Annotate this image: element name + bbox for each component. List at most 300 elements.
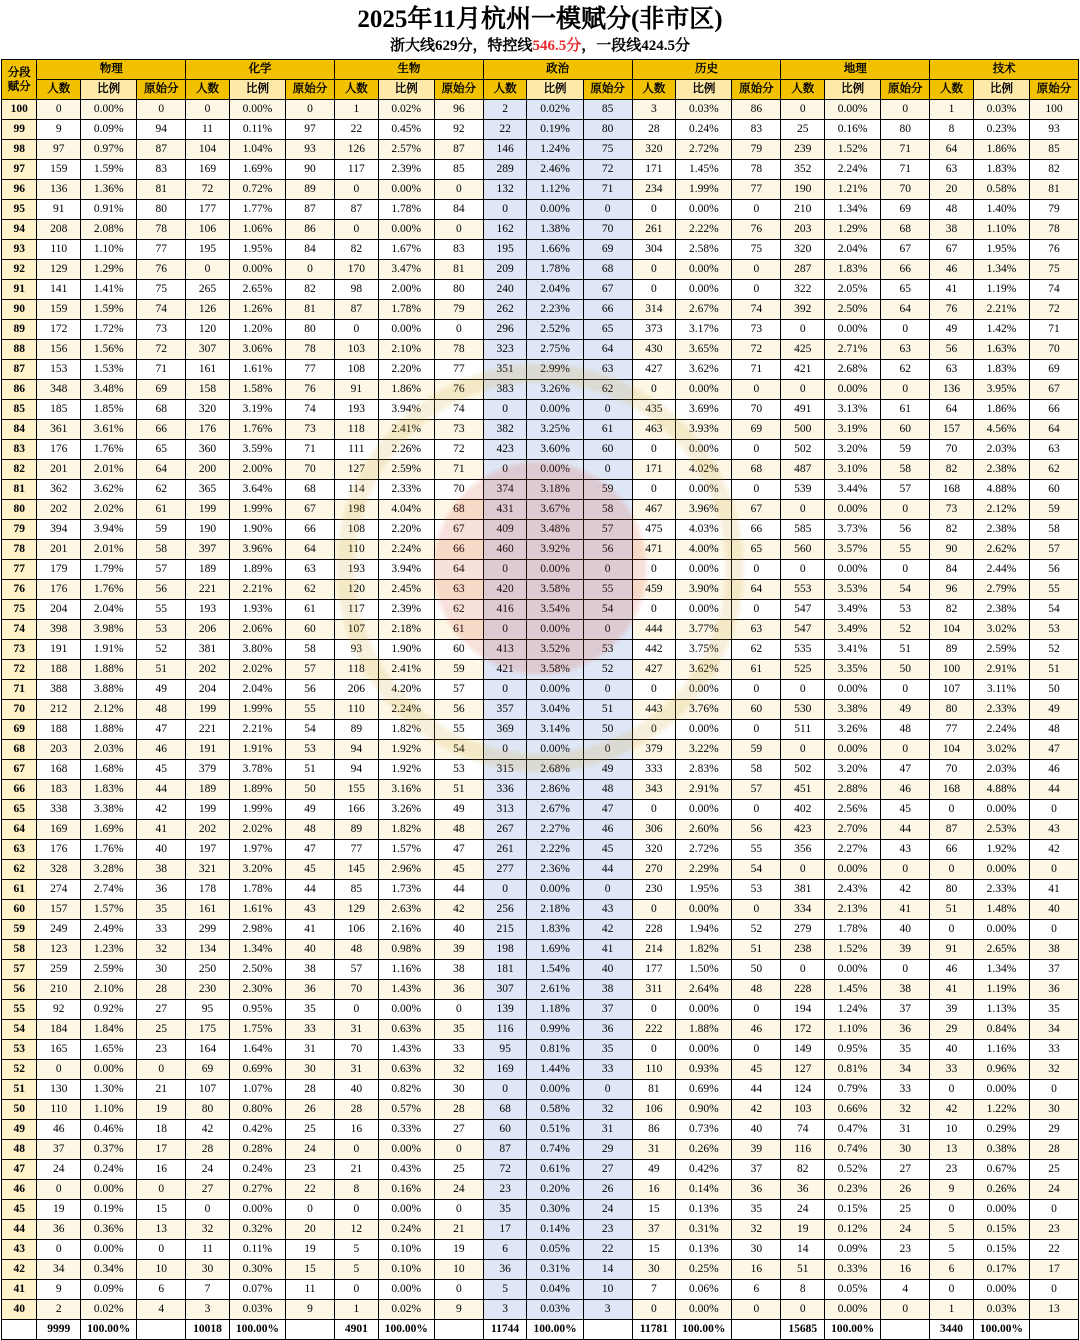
cell-1-3: 4 — [137, 1300, 186, 1320]
cell-6-1: 51 — [781, 1260, 825, 1280]
cell-4-2: 1.69% — [527, 940, 583, 960]
cell-4-2: 0.74% — [527, 1140, 583, 1160]
table-body — [2, 100, 1079, 1340]
cell-5-3: 37 — [732, 1160, 781, 1180]
table-row — [2, 140, 1079, 160]
cell-5-2: 3.90% — [676, 580, 732, 600]
cell-7-2: 1.16% — [973, 1040, 1029, 1060]
row-score: 63 — [2, 840, 37, 860]
row-score: 72 — [2, 660, 37, 680]
cell-5-3: 58 — [732, 760, 781, 780]
col-header-7-1: 人数 — [930, 80, 974, 100]
cell-2-3: 11 — [286, 1280, 335, 1300]
cell-3-3: 25 — [434, 1160, 483, 1180]
cell-5-3: 57 — [732, 780, 781, 800]
cell-7-2: 2.91% — [973, 660, 1029, 680]
cell-1-1: 0 — [37, 1240, 81, 1260]
cell-1-1: 188 — [37, 660, 81, 680]
cell-3-3: 24 — [434, 1180, 483, 1200]
cell-4-2: 2.36% — [527, 860, 583, 880]
cell-2-3: 0 — [286, 260, 335, 280]
cell-2-1: 169 — [186, 160, 230, 180]
cell-6-1: 0 — [781, 1300, 825, 1320]
cell-7-1: 70 — [930, 440, 974, 460]
cell-3-2: 0.16% — [378, 1180, 434, 1200]
cell-2-3: 90 — [286, 160, 335, 180]
row-score: 88 — [2, 340, 37, 360]
cell-7-1: 168 — [930, 480, 974, 500]
cell-6-2: 3.26% — [825, 720, 881, 740]
cell-3-2: 0.45% — [378, 120, 434, 140]
cell-6-1: 74 — [781, 1120, 825, 1140]
cell-6-1: 287 — [781, 260, 825, 280]
cell-5-3: 51 — [732, 940, 781, 960]
cell-5-1: 31 — [632, 1140, 676, 1160]
cell-2-3: 44 — [286, 880, 335, 900]
cell-1-2: 1.59% — [81, 300, 137, 320]
cell-3-1: 93 — [334, 640, 378, 660]
cell-2-3: 63 — [286, 560, 335, 580]
cell-4-1: 0 — [483, 620, 527, 640]
cell-2-1: 11 — [186, 1240, 230, 1260]
cell-7-2: 1.42% — [973, 320, 1029, 340]
cell-4-2: 3.60% — [527, 440, 583, 460]
cell-3-2: 0.10% — [378, 1240, 434, 1260]
cell-6-2: 0.09% — [825, 1240, 881, 1260]
cell-5-3: 71 — [732, 360, 781, 380]
cell-4-1: 132 — [483, 180, 527, 200]
cell-7-2: 0.00% — [973, 860, 1029, 880]
cell-7-1: 82 — [930, 520, 974, 540]
cell-6-1: 0 — [781, 500, 825, 520]
cell-3-3: 33 — [434, 1040, 483, 1060]
cell-7-1: 33 — [930, 1060, 974, 1080]
cell-5-2: 2.29% — [676, 860, 732, 880]
cell-1-2: 1.29% — [81, 260, 137, 280]
cell-2-3: 87 — [286, 200, 335, 220]
cell-4-1: 0 — [483, 1080, 527, 1100]
cell-4-3: 65 — [583, 320, 632, 340]
cell-1-3: 77 — [137, 240, 186, 260]
cell-5-2: 0.14% — [676, 1180, 732, 1200]
cell-2-2: 1.93% — [229, 600, 285, 620]
col-header-2-2: 比例 — [229, 80, 285, 100]
corner-line2: 赋分 — [7, 80, 31, 93]
cell-5-2: 3.65% — [676, 340, 732, 360]
cell-3-2: 0.82% — [378, 1080, 434, 1100]
cell-5-2: 2.91% — [676, 780, 732, 800]
cell-4-1: 0 — [483, 200, 527, 220]
row-score: 61 — [2, 880, 37, 900]
cell-5-3: 63 — [732, 620, 781, 640]
row-score: 57 — [2, 960, 37, 980]
cell-4-2: 2.27% — [527, 820, 583, 840]
cell-2-3: 28 — [286, 1080, 335, 1100]
cell-6-3: 64 — [881, 300, 930, 320]
cell-5-3: 72 — [732, 340, 781, 360]
cell-3-1: 94 — [334, 740, 378, 760]
cell-3-2: 0.00% — [378, 1200, 434, 1220]
row-score: 76 — [2, 580, 37, 600]
row-score: 79 — [2, 520, 37, 540]
cell-4-3: 0 — [583, 620, 632, 640]
cell-6-3: 53 — [881, 600, 930, 620]
cell-5-2: 0.24% — [676, 120, 732, 140]
cell-5-1: 427 — [632, 360, 676, 380]
cell-6-1: 25 — [781, 120, 825, 140]
cell-3-2: 0.02% — [378, 100, 434, 120]
cell-7-1: 8 — [930, 120, 974, 140]
cell-5-3: 0 — [732, 440, 781, 460]
cell-2-1: 230 — [186, 980, 230, 1000]
subject-header-3: 生物 — [334, 60, 483, 80]
total-blank-7 — [1030, 1320, 1079, 1340]
cell-2-1: 11 — [186, 120, 230, 140]
cell-3-2: 2.24% — [378, 540, 434, 560]
cell-4-3: 0 — [583, 740, 632, 760]
table-row — [2, 560, 1079, 580]
row-score: 53 — [2, 1040, 37, 1060]
cell-4-3: 63 — [583, 360, 632, 380]
cell-5-2: 3.62% — [676, 660, 732, 680]
cell-7-3: 52 — [1030, 640, 1079, 660]
row-score: 41 — [2, 1280, 37, 1300]
cell-7-1: 63 — [930, 160, 974, 180]
cell-6-3: 0 — [881, 1300, 930, 1320]
cell-2-1: 202 — [186, 820, 230, 840]
cell-4-1: 289 — [483, 160, 527, 180]
cell-5-1: 81 — [632, 1080, 676, 1100]
cell-6-1: 8 — [781, 1280, 825, 1300]
cell-1-1: 338 — [37, 800, 81, 820]
cell-1-1: 129 — [37, 260, 81, 280]
cell-5-3: 60 — [732, 700, 781, 720]
cell-2-2: 0.42% — [229, 1120, 285, 1140]
table-row — [2, 700, 1079, 720]
cell-4-2: 1.12% — [527, 180, 583, 200]
cell-7-3: 58 — [1030, 520, 1079, 540]
cell-1-3: 30 — [137, 960, 186, 980]
row-score: 54 — [2, 1020, 37, 1040]
table-row — [2, 720, 1079, 740]
cell-5-1: 28 — [632, 120, 676, 140]
cell-1-2: 1.53% — [81, 360, 137, 380]
cell-6-2: 0.66% — [825, 1100, 881, 1120]
cell-7-2: 2.53% — [973, 820, 1029, 840]
cell-2-2: 1.99% — [229, 800, 285, 820]
cell-5-1: 15 — [632, 1240, 676, 1260]
cell-7-1: 0 — [930, 1080, 974, 1100]
cell-3-1: 198 — [334, 500, 378, 520]
cell-3-3: 30 — [434, 1080, 483, 1100]
cell-6-2: 2.04% — [825, 240, 881, 260]
cell-7-1: 1 — [930, 1300, 974, 1320]
cell-4-3: 69 — [583, 240, 632, 260]
cell-4-1: 315 — [483, 760, 527, 780]
cell-2-2: 0.00% — [229, 260, 285, 280]
cell-5-1: 16 — [632, 1180, 676, 1200]
row-score: 45 — [2, 1200, 37, 1220]
cell-3-1: 85 — [334, 880, 378, 900]
cell-5-2: 2.60% — [676, 820, 732, 840]
cell-6-3: 43 — [881, 840, 930, 860]
cell-3-2: 2.18% — [378, 620, 434, 640]
cell-7-3: 76 — [1030, 240, 1079, 260]
cell-4-2: 3.04% — [527, 700, 583, 720]
cell-4-2: 2.22% — [527, 840, 583, 860]
cell-3-1: 28 — [334, 1100, 378, 1120]
cell-3-3: 70 — [434, 480, 483, 500]
cell-4-3: 41 — [583, 940, 632, 960]
cell-1-3: 94 — [137, 120, 186, 140]
cell-7-2: 0.03% — [973, 1300, 1029, 1320]
cell-7-1: 51 — [930, 900, 974, 920]
cell-7-2: 1.83% — [973, 160, 1029, 180]
row-score: 81 — [2, 480, 37, 500]
cell-4-3: 47 — [583, 800, 632, 820]
cell-4-3: 60 — [583, 440, 632, 460]
cell-3-2: 3.47% — [378, 260, 434, 280]
cell-7-3: 25 — [1030, 1160, 1079, 1180]
cell-5-3: 67 — [732, 500, 781, 520]
cell-2-1: 189 — [186, 560, 230, 580]
cell-1-2: 1.30% — [81, 1080, 137, 1100]
table-row — [2, 1060, 1079, 1080]
cell-7-2: 0.26% — [973, 1180, 1029, 1200]
cell-1-1: 165 — [37, 1040, 81, 1060]
row-score: 84 — [2, 420, 37, 440]
cell-2-2: 0.00% — [229, 1200, 285, 1220]
row-score: 73 — [2, 640, 37, 660]
cell-2-2: 1.99% — [229, 500, 285, 520]
cell-5-3: 62 — [732, 640, 781, 660]
cell-1-1: 398 — [37, 620, 81, 640]
cell-7-1: 82 — [930, 600, 974, 620]
total-count-4: 11744 — [483, 1320, 527, 1340]
cell-5-2: 0.06% — [676, 1280, 732, 1300]
cell-7-3: 48 — [1030, 720, 1079, 740]
cell-1-1: 208 — [37, 220, 81, 240]
cell-2-1: 202 — [186, 660, 230, 680]
cell-6-3: 55 — [881, 540, 930, 560]
cell-4-3: 53 — [583, 640, 632, 660]
row-score: 58 — [2, 940, 37, 960]
cell-5-1: 343 — [632, 780, 676, 800]
cell-1-2: 1.83% — [81, 780, 137, 800]
cell-3-3: 10 — [434, 1260, 483, 1280]
cell-3-3: 96 — [434, 100, 483, 120]
cell-6-3: 0 — [881, 100, 930, 120]
cell-4-3: 24 — [583, 1200, 632, 1220]
cell-6-1: 103 — [781, 1100, 825, 1120]
cell-3-3: 76 — [434, 380, 483, 400]
cell-3-3: 68 — [434, 500, 483, 520]
subject-header-5: 历史 — [632, 60, 781, 80]
cell-7-3: 0 — [1030, 1280, 1079, 1300]
cell-3-2: 0.10% — [378, 1260, 434, 1280]
cell-4-1: 369 — [483, 720, 527, 740]
cell-2-3: 51 — [286, 760, 335, 780]
cell-2-3: 23 — [286, 1160, 335, 1180]
cell-7-1: 5 — [930, 1240, 974, 1260]
cell-1-2: 0.34% — [81, 1260, 137, 1280]
cell-4-2: 3.58% — [527, 580, 583, 600]
cell-5-3: 0 — [732, 200, 781, 220]
cell-6-2: 0.00% — [825, 1300, 881, 1320]
cell-5-2: 1.95% — [676, 880, 732, 900]
cell-6-3: 80 — [881, 120, 930, 140]
cell-7-1: 87 — [930, 820, 974, 840]
cell-1-2: 3.98% — [81, 620, 137, 640]
cell-4-2: 0.00% — [527, 740, 583, 760]
cell-1-2: 1.65% — [81, 1040, 137, 1060]
cell-1-1: 110 — [37, 1100, 81, 1120]
cell-7-3: 71 — [1030, 320, 1079, 340]
total-pct-2: 100.00% — [229, 1320, 285, 1340]
cell-6-1: 425 — [781, 340, 825, 360]
cell-5-3: 50 — [732, 960, 781, 980]
table-row — [2, 960, 1079, 980]
cell-6-3: 0 — [881, 680, 930, 700]
cell-2-1: 3 — [186, 1300, 230, 1320]
cell-1-1: 249 — [37, 920, 81, 940]
cell-1-2: 0.00% — [81, 1180, 137, 1200]
cell-2-1: 107 — [186, 1080, 230, 1100]
cell-2-3: 76 — [286, 380, 335, 400]
subtitle-part2: ，一段线424.5分 — [581, 38, 691, 54]
cell-1-1: 36 — [37, 1220, 81, 1240]
cell-7-1: 107 — [930, 680, 974, 700]
cell-6-2: 2.70% — [825, 820, 881, 840]
cell-1-1: 123 — [37, 940, 81, 960]
cell-1-2: 0.00% — [81, 1240, 137, 1260]
total-count-2: 10018 — [186, 1320, 230, 1340]
cell-3-2: 4.20% — [378, 680, 434, 700]
cell-4-2: 3.58% — [527, 660, 583, 680]
cell-4-3: 72 — [583, 160, 632, 180]
table-row — [2, 760, 1079, 780]
cell-1-1: 188 — [37, 720, 81, 740]
cell-7-1: 168 — [930, 780, 974, 800]
cell-3-1: 12 — [334, 1220, 378, 1240]
cell-3-2: 0.98% — [378, 940, 434, 960]
cell-1-2: 0.91% — [81, 200, 137, 220]
cell-6-2: 0.00% — [825, 560, 881, 580]
cell-5-1: 459 — [632, 580, 676, 600]
table-row — [2, 1260, 1079, 1280]
col-header-6-1: 人数 — [781, 80, 825, 100]
cell-3-1: 48 — [334, 940, 378, 960]
cell-1-1: 141 — [37, 280, 81, 300]
cell-7-3: 32 — [1030, 1060, 1079, 1080]
cell-2-3: 82 — [286, 280, 335, 300]
cell-4-2: 0.58% — [527, 1100, 583, 1120]
cell-1-2: 1.76% — [81, 840, 137, 860]
cell-7-2: 3.02% — [973, 740, 1029, 760]
cell-4-1: 460 — [483, 540, 527, 560]
cell-6-3: 0 — [881, 740, 930, 760]
cell-3-2: 2.39% — [378, 160, 434, 180]
cell-4-1: 23 — [483, 1180, 527, 1200]
cell-1-3: 0 — [137, 1240, 186, 1260]
cell-5-3: 75 — [732, 240, 781, 260]
cell-3-2: 1.16% — [378, 960, 434, 980]
cell-2-1: 161 — [186, 360, 230, 380]
cell-7-3: 62 — [1030, 460, 1079, 480]
cell-7-2: 3.02% — [973, 620, 1029, 640]
cell-5-3: 66 — [732, 520, 781, 540]
cell-3-1: 129 — [334, 900, 378, 920]
cell-5-2: 0.00% — [676, 600, 732, 620]
cell-4-1: 139 — [483, 1000, 527, 1020]
cell-6-3: 46 — [881, 780, 930, 800]
cell-6-3: 69 — [881, 200, 930, 220]
cell-1-2: 3.62% — [81, 480, 137, 500]
cell-7-3: 64 — [1030, 420, 1079, 440]
cell-5-2: 3.69% — [676, 400, 732, 420]
cell-6-2: 1.78% — [825, 920, 881, 940]
cell-2-2: 0.69% — [229, 1060, 285, 1080]
cell-3-2: 0.02% — [378, 1300, 434, 1320]
col-header-4-3: 原始分 — [583, 80, 632, 100]
cell-5-1: 0 — [632, 560, 676, 580]
cell-6-2: 0.00% — [825, 380, 881, 400]
cell-1-3: 75 — [137, 280, 186, 300]
cell-4-3: 42 — [583, 920, 632, 940]
cell-5-1: 37 — [632, 1220, 676, 1240]
cell-6-1: 320 — [781, 240, 825, 260]
cell-2-3: 55 — [286, 700, 335, 720]
cell-5-1: 314 — [632, 300, 676, 320]
cell-4-2: 0.00% — [527, 680, 583, 700]
cell-2-3: 64 — [286, 540, 335, 560]
cell-1-1: 176 — [37, 840, 81, 860]
subtitle-highlight: 546.5分 — [532, 38, 582, 54]
table-row — [2, 900, 1079, 920]
cell-2-1: 204 — [186, 680, 230, 700]
cell-5-2: 2.64% — [676, 980, 732, 1000]
cell-6-1: 322 — [781, 280, 825, 300]
cell-6-2: 1.52% — [825, 140, 881, 160]
cell-3-2: 0.00% — [378, 1000, 434, 1020]
cell-1-2: 1.85% — [81, 400, 137, 420]
cell-1-2: 2.04% — [81, 600, 137, 620]
row-score: 68 — [2, 740, 37, 760]
cell-7-3: 0 — [1030, 800, 1079, 820]
cell-3-3: 85 — [434, 160, 483, 180]
cell-1-3: 69 — [137, 380, 186, 400]
cell-5-2: 1.94% — [676, 920, 732, 940]
cell-7-1: 56 — [930, 340, 974, 360]
subtitle-part1: 浙大线629分，特控线 — [389, 38, 533, 54]
cell-4-1: 296 — [483, 320, 527, 340]
cell-5-2: 0.00% — [676, 440, 732, 460]
cell-1-1: 0 — [37, 1180, 81, 1200]
cell-5-3: 74 — [732, 300, 781, 320]
cell-2-3: 50 — [286, 780, 335, 800]
cell-6-3: 26 — [881, 1180, 930, 1200]
table-row — [2, 800, 1079, 820]
cell-5-3: 65 — [732, 540, 781, 560]
cell-7-2: 4.88% — [973, 780, 1029, 800]
cell-2-3: 47 — [286, 840, 335, 860]
cell-1-3: 53 — [137, 620, 186, 640]
row-score: 82 — [2, 460, 37, 480]
row-score: 67 — [2, 760, 37, 780]
cell-1-2: 1.76% — [81, 580, 137, 600]
table-row — [2, 540, 1079, 560]
cell-1-1: 179 — [37, 560, 81, 580]
